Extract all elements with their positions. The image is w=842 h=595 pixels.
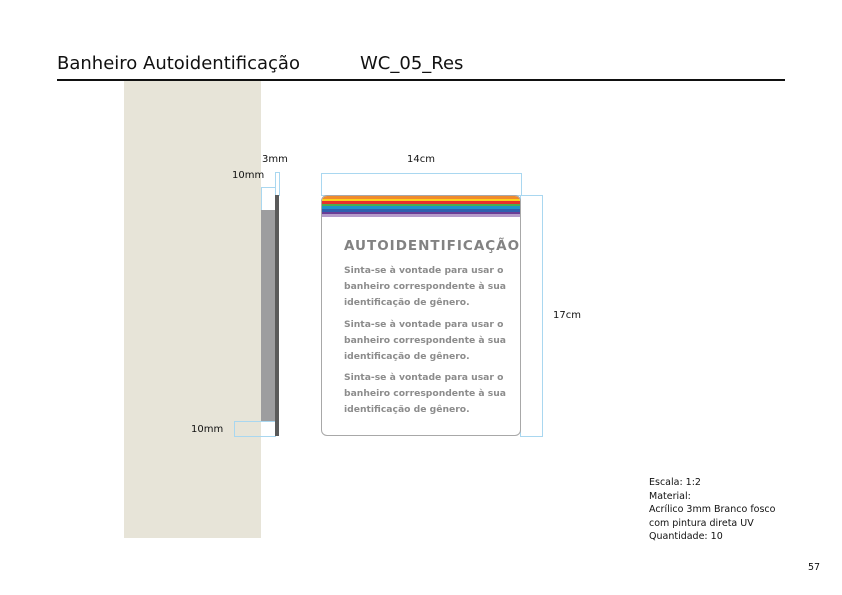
thickness-label: 3mm [262, 154, 288, 165]
acrylic-edge [275, 195, 279, 436]
sign-paragraph: Sinta-se à vontade para usar o banheiro correspondente à sua identificação de gênero. [344, 372, 507, 415]
scale: Escala: 1:2 [649, 477, 701, 488]
wall [124, 81, 261, 538]
rainbow-stripes [322, 196, 520, 217]
thickness-dimension-box [275, 172, 280, 196]
sign-paragraph: Sinta-se à vontade para usar o banheiro correspondente à sua identificação de gênero. [344, 319, 507, 362]
sign-front [321, 195, 521, 436]
page-number: 57 [808, 562, 821, 573]
top-margin-label: 10mm [232, 170, 265, 181]
stripe [322, 214, 520, 217]
material-label: Material: [649, 490, 691, 502]
material-line: com pintura direta UV [649, 517, 754, 529]
bottom-margin-label: 10mm [191, 424, 224, 435]
bottom-margin-fill [261, 422, 275, 436]
sign-paragraph: Sinta-se à vontade para usar o banheiro correspondente à sua identificação de gênero. [344, 265, 507, 308]
sign-heading: AUTOIDENTIFICAÇÃO [344, 238, 521, 254]
height-dimension-box [520, 195, 543, 437]
material-line: Acrílico 3mm Branco fosco [649, 504, 776, 515]
width-dimension-box [321, 173, 522, 196]
quantity: Quantidade: 10 [649, 531, 723, 542]
page-title: Banheiro Autoidentificação [57, 53, 300, 74]
width-label: 14cm [407, 154, 435, 165]
height-label: 17cm [553, 310, 581, 321]
specifications [649, 476, 775, 544]
sign-code: WC_05_Res [360, 53, 464, 74]
sign-profile [261, 210, 275, 421]
top-margin-box [261, 187, 276, 211]
